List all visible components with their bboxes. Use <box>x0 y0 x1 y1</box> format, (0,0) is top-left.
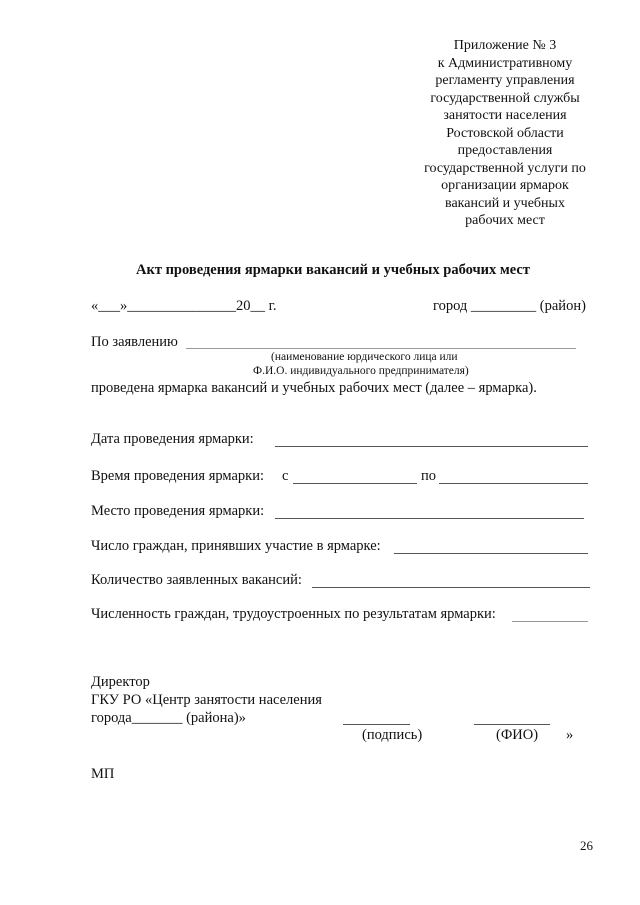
name-caption: (ФИО) <box>496 727 539 743</box>
fair-time-from: с <box>282 468 289 484</box>
appendix-line: государственной службы <box>430 90 580 106</box>
document-title: Акт проведения ярмарки вакансий и учебных рабочих мест <box>136 262 530 278</box>
fair-time-to-blank <box>439 483 588 484</box>
date-line: «___»_______________20__ г. <box>91 298 277 314</box>
application-label: По заявлению <box>91 334 178 350</box>
appendix-line: регламенту управления <box>435 73 575 88</box>
employed-label: Численность граждан, трудоустроенных по результатам ярмарки: <box>91 606 496 622</box>
fair-time-to: по <box>421 468 437 484</box>
name-blank <box>474 724 550 725</box>
appendix-line: рабочих мест <box>465 213 545 228</box>
appendix-line: организации ярмарок <box>441 178 569 193</box>
org-name-line1: ГКУ РО «Центр занятости населения <box>91 692 322 708</box>
fair-date-label: Дата проведения ярмарки: <box>91 431 254 447</box>
appendix-line: к Административному <box>437 55 573 71</box>
application-result: проведена ярмарка вакансий и учебных рабочих мест (далее – ярмарка). <box>91 380 537 396</box>
signature-blank <box>343 724 410 725</box>
participants-blank <box>394 553 588 554</box>
city-line: город _________ (район) <box>433 298 586 314</box>
fair-date-blank <box>275 446 588 447</box>
signature-caption: (подпись) <box>362 727 423 743</box>
application-hint-1: (наименование юрдического лица или <box>271 351 458 363</box>
appendix-line: Приложение № 3 <box>453 38 557 53</box>
vacancies-blank <box>312 587 590 588</box>
org-name-line2: города_______ (района)» <box>91 710 246 726</box>
stamp-place: МП <box>91 766 115 782</box>
fair-place-label: Место проведения ярмарки: <box>91 503 265 519</box>
director-title: Директор <box>91 674 150 690</box>
page-number: 26 <box>580 838 593 853</box>
application-blank <box>186 348 576 349</box>
appendix-heading <box>405 37 605 230</box>
fair-time-from-blank <box>293 483 417 484</box>
vacancies-label: Количество заявленных вакансий: <box>91 572 302 588</box>
appendix-line: Ростовской области <box>446 125 564 141</box>
appendix-line: вакансий и учебных <box>445 195 565 211</box>
fair-place-blank <box>275 518 584 519</box>
appendix-line: занятости населения <box>443 108 567 123</box>
appendix-line: государственной услуги по <box>424 160 586 176</box>
closing-quote: » <box>566 727 574 743</box>
employed-blank <box>512 621 588 622</box>
fair-time-label: Время проведения ярмарки: <box>91 468 265 484</box>
participants-label: Число граждан, принявших участие в ярмарке: <box>91 538 381 554</box>
appendix-line: предоставления <box>457 143 553 158</box>
application-hint-2: Ф.И.О. индивидуального предпринимателя) <box>253 365 469 377</box>
